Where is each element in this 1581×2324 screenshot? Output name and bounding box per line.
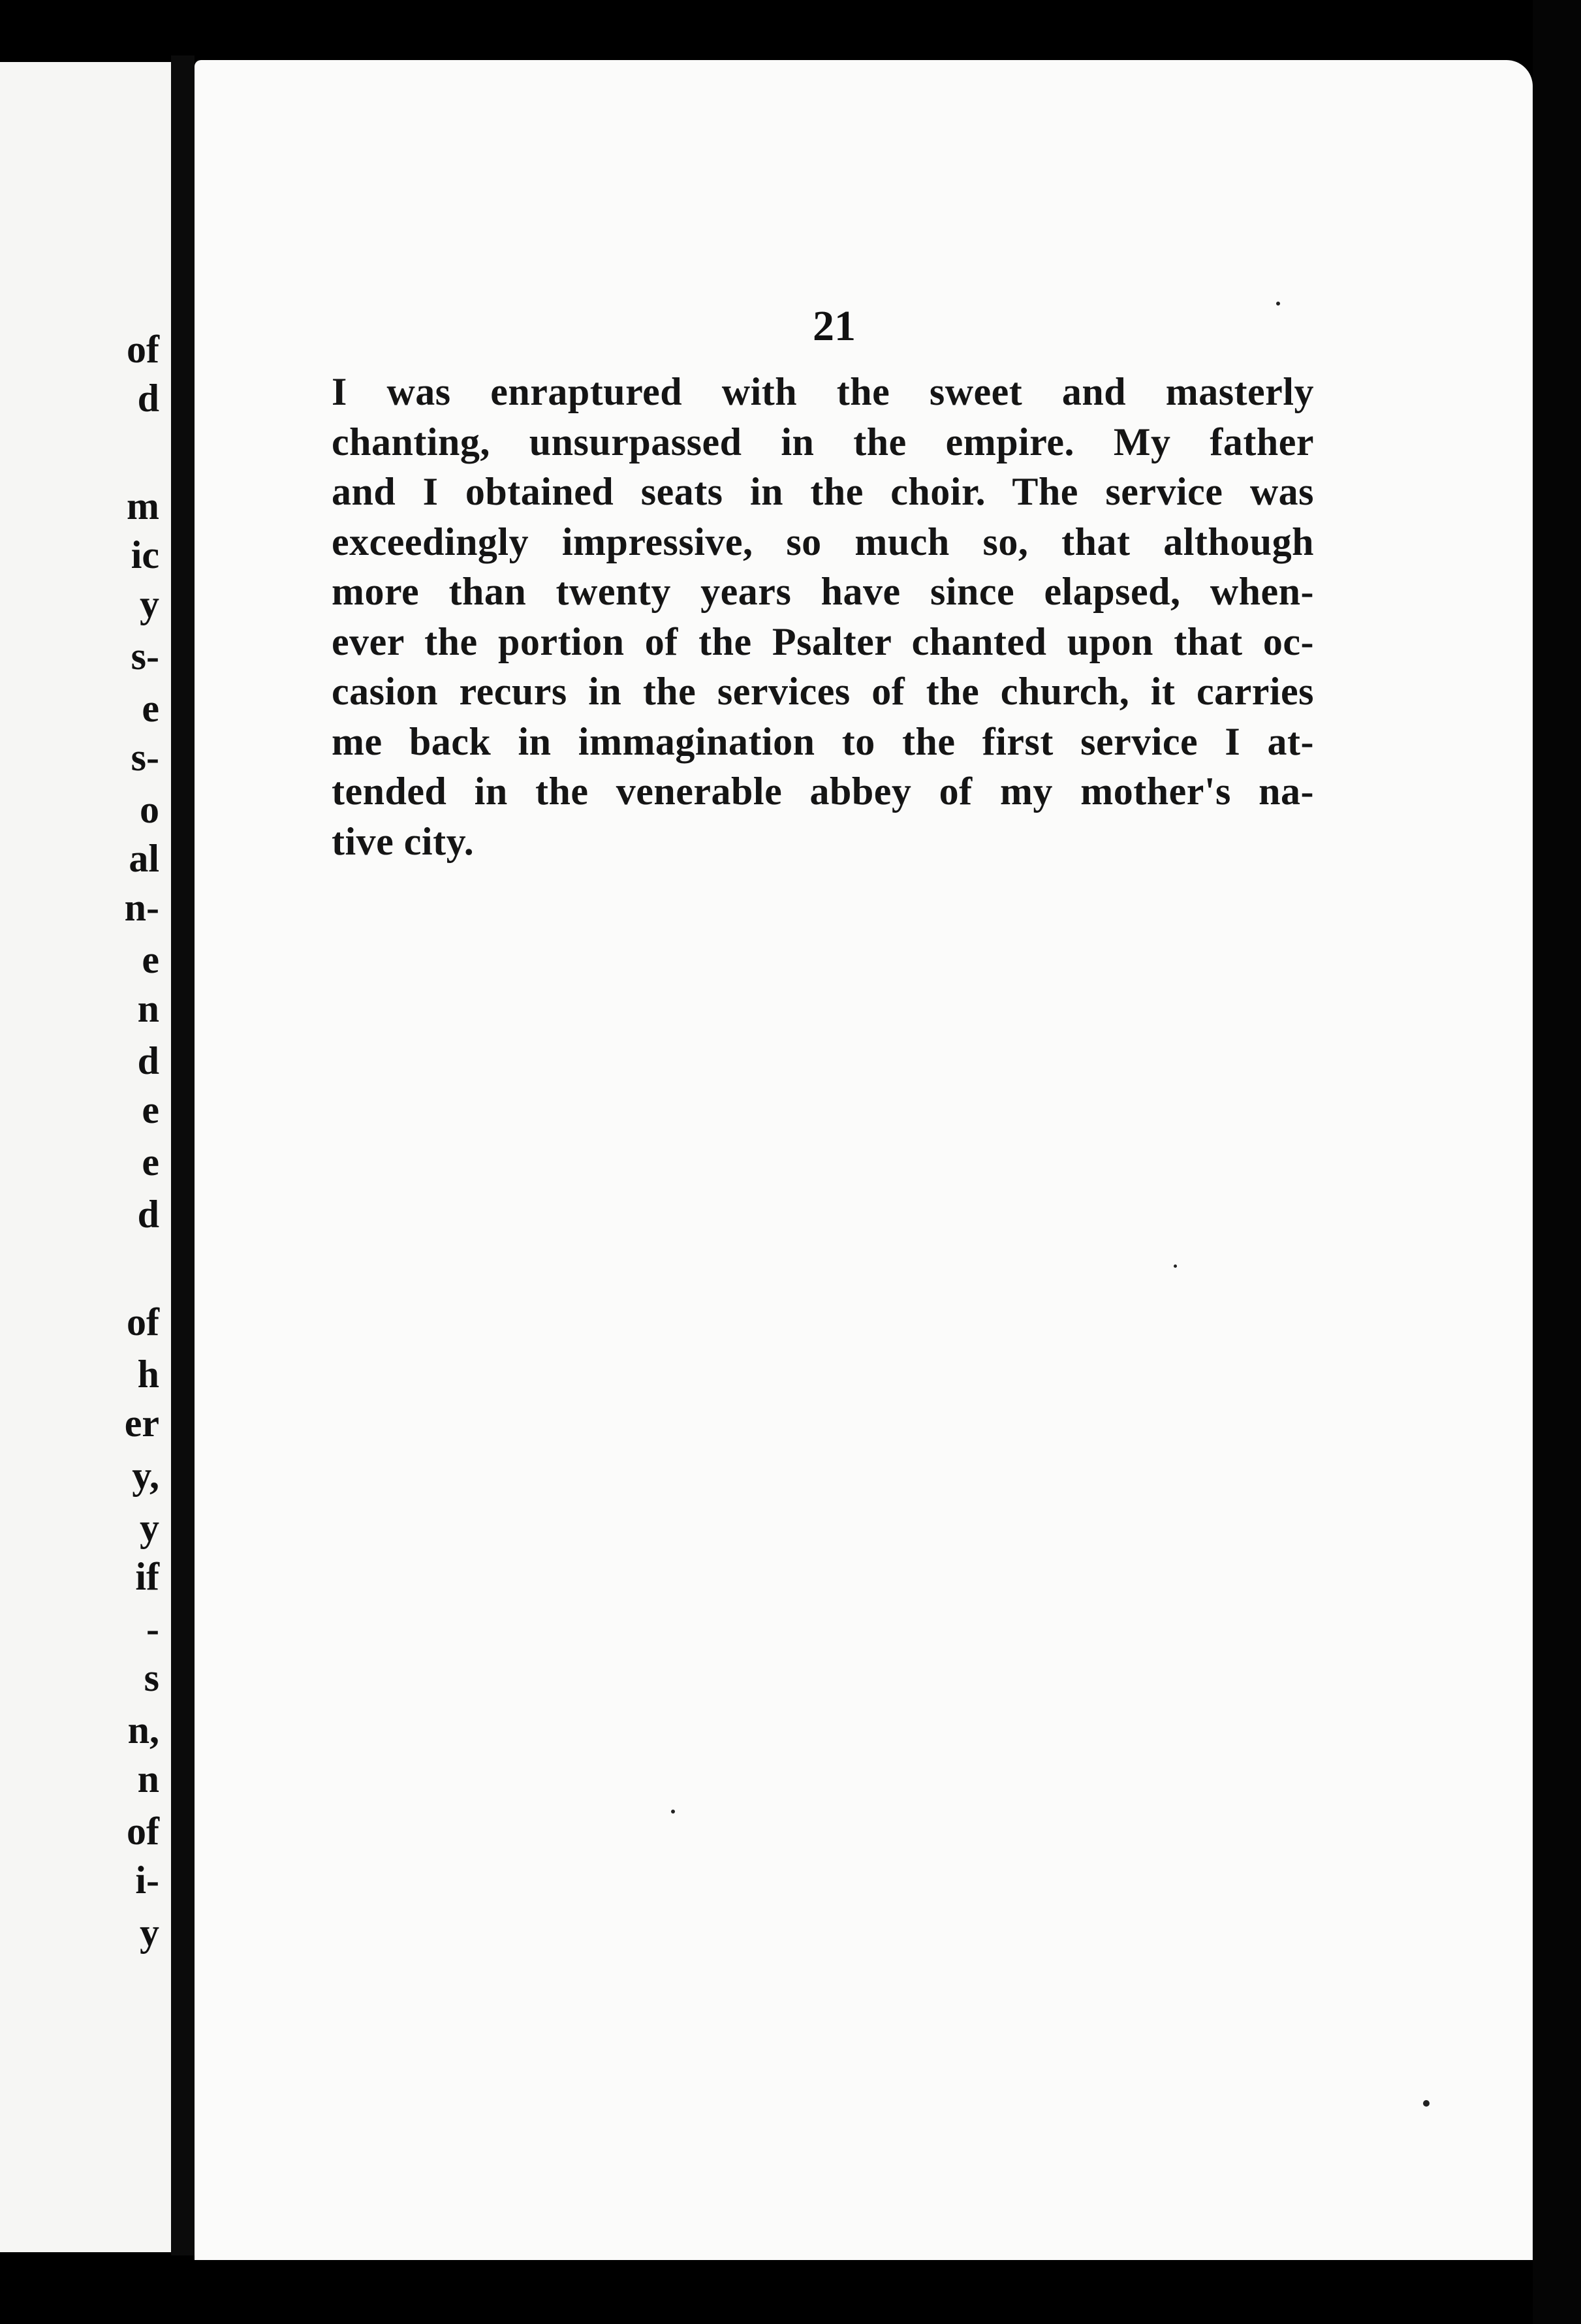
- left-page-text-fragment: e: [142, 1088, 159, 1131]
- left-page-text-fragment: e: [142, 938, 159, 981]
- paper-speck: [1276, 302, 1280, 306]
- paper-speck: [1423, 2100, 1430, 2107]
- left-page-text-fragment: ic: [131, 533, 159, 576]
- left-page-text-fragment: y: [140, 1911, 159, 1954]
- text-line: exceedingly impressive, so much so, that although: [332, 520, 1314, 563]
- text-line: chanting, unsurpassed in the empire. My father: [332, 420, 1314, 463]
- left-page-text-fragment: al: [129, 837, 159, 880]
- page-number: 21: [813, 302, 856, 350]
- left-page-text-fragment: e: [142, 687, 159, 730]
- left-page-text-fragment: -: [146, 1607, 159, 1650]
- paper-speck: [1174, 1264, 1177, 1268]
- left-page-text-fragment: e: [142, 1140, 159, 1184]
- left-page-text-fragment: of: [127, 328, 159, 371]
- main-page: [195, 60, 1533, 2260]
- left-page-text-fragment: d: [137, 377, 159, 420]
- left-page-text-fragment: s: [144, 1656, 159, 1699]
- left-page-text-fragment: y,: [132, 1454, 159, 1497]
- left-page-text-fragment: s-: [131, 736, 159, 779]
- text-line: I was enraptured with the sweet and masterly: [332, 370, 1314, 413]
- text-line: and I obtained seats in the choir. The service was: [332, 470, 1314, 513]
- left-page-text-fragment: n: [137, 1757, 159, 1800]
- scan-edge: [1533, 0, 1581, 2324]
- text-line: tive city.: [332, 819, 475, 863]
- left-page-text-fragment: of: [127, 1300, 159, 1343]
- text-line: more than twenty years have since elapsed, when-: [332, 570, 1314, 613]
- text-line: me back in immagination to the first service I at-: [332, 719, 1314, 763]
- text-line: casion recurs in the services of the church, it carries: [332, 670, 1314, 713]
- text-line: tended in the venerable abbey of my mother's na-: [332, 770, 1314, 813]
- body-text: [332, 367, 1314, 866]
- left-page-text-fragment: er: [124, 1402, 159, 1445]
- left-page-text-fragment: if: [135, 1555, 159, 1598]
- left-page-text-fragment: o: [140, 788, 159, 831]
- left-page-text-fragment: m: [127, 484, 159, 527]
- book-gutter: [171, 55, 195, 2255]
- left-page-text-fragment: n,: [127, 1708, 159, 1751]
- left-page-text-fragment: of: [127, 1810, 159, 1853]
- left-page-text-fragment: s-: [131, 635, 159, 678]
- paper-speck: [671, 1810, 675, 1814]
- text-line: ever the portion of the Psalter chanted upon that oc-: [332, 620, 1314, 663]
- left-page-text-fragment: h: [137, 1353, 159, 1396]
- left-page-text-fragment: y: [140, 582, 159, 625]
- left-page-text-fragment: y: [140, 1506, 159, 1549]
- left-page-text-fragment: n: [137, 987, 159, 1030]
- left-page-text-fragment: d: [137, 1039, 159, 1082]
- left-page-text-fragment: d: [137, 1193, 159, 1236]
- left-page-text-fragment: n-: [124, 886, 159, 929]
- left-page-text-fragment: i-: [135, 1859, 159, 1902]
- left-facing-page: [0, 62, 171, 2252]
